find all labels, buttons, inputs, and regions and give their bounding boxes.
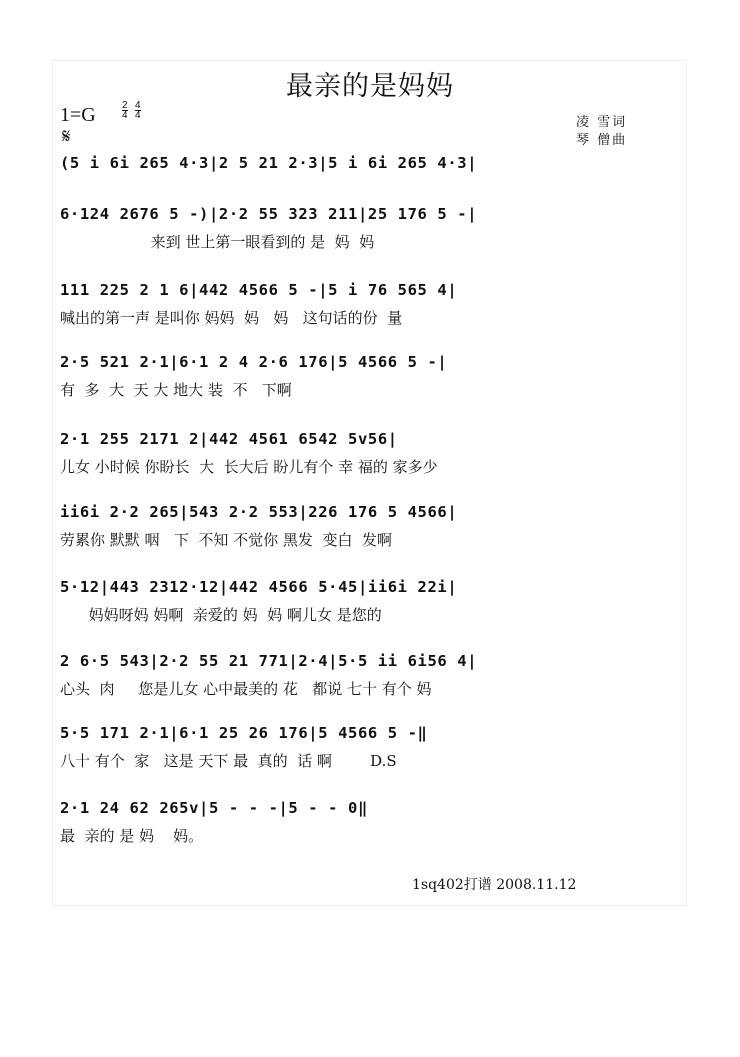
time-signature xyxy=(122,101,144,123)
key-signature: 1=G xyxy=(60,104,96,126)
lyrics-line: 来到 世上第一眼看到的 是 妈 妈 xyxy=(60,233,375,251)
lyrics-line: 最 亲的 是 妈 妈。 xyxy=(60,827,204,845)
lyrics-line: 妈妈呀妈 妈啊 亲爱的 妈 妈 啊儿女 是您的 xyxy=(60,606,382,624)
notation-line: 2·1 24 62 265v|5 - - -|5 - - 0‖ xyxy=(60,799,368,817)
notation-line: 5·5 171 2·1|6·1 25 26 176|5 4566 5 -‖ xyxy=(60,724,428,742)
notation-line: 111 225 2 1 6|442 4566 5 -|5 i 76 565 4| xyxy=(60,281,458,299)
composer-credit: 琴 僧曲 xyxy=(576,133,628,148)
lyrics-line: 儿女 小时候 你盼长 大 长大后 盼儿有个 幸 福的 家多少 xyxy=(60,458,438,476)
lyrics-line: 喊出的第一声 是叫你 妈妈 妈 妈 这句话的份 量 xyxy=(60,309,403,327)
song-title: 最亲的是妈妈 xyxy=(286,71,454,102)
notation-line: 6·124 2676 5 -)|2·2 55 323 211|25 176 5 -| xyxy=(60,205,478,223)
lyricist-credit: 凌 雪词 xyxy=(576,115,628,130)
notation-line: 2·1 255 2171 2|442 4561 6542 5v56| xyxy=(60,430,398,448)
transcriber-signature: 1sq402打谱 2008.11.12 xyxy=(412,877,577,893)
notation-line: ii6i 2·2 265|543 2·2 553|226 176 5 4566| xyxy=(60,503,458,521)
notation-line: (5 i 6i 265 4·3|2 5 21 2·3|5 i 6i 265 4·3| xyxy=(60,154,478,172)
lyrics-line: 心头 肉 您是儿女 心中最美的 花 都说 七十 有个 妈 xyxy=(60,680,432,698)
score-sheet xyxy=(52,60,687,906)
time-signature-4-4: $\frac{4}{4}$ xyxy=(135,100,141,121)
notation-line: 2·5 521 2·1|6·1 2 4 2·6 176|5 4566 5 -| xyxy=(60,353,448,371)
time-signature-2-4: $\frac{2}{4}$ xyxy=(122,100,128,121)
notation-line: 2 6·5 543|2·2 55 21 771|2·4|5·5 ii 6i56 4| xyxy=(60,652,478,670)
lyrics-line: 劳累你 默默 咽 下 不知 不觉你 黑发 变白 发啊 xyxy=(60,531,392,549)
lyrics-line: 有 多 大 天 大 地大 装 不 下啊 xyxy=(60,381,292,399)
lyrics-line: 八十 有个 家 这是 天下 最 真的 话 啊 D.S xyxy=(60,752,397,770)
segno-icon: 𝄋 xyxy=(62,124,71,148)
notation-line: 5·12|443 2312·12|442 4566 5·45|ii6i 22i| xyxy=(60,578,458,596)
